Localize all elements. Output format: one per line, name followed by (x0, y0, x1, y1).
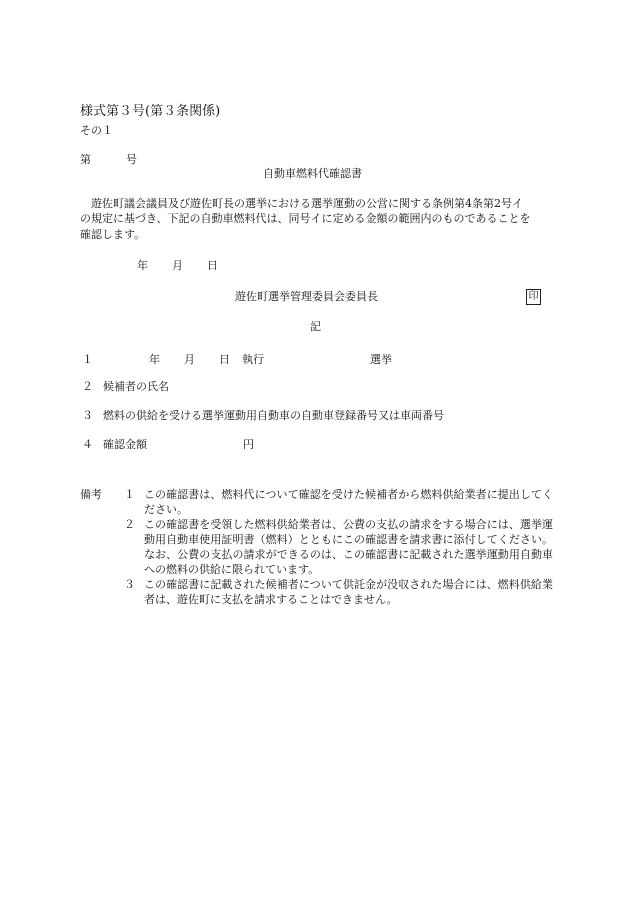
date-month: 月 (172, 259, 183, 272)
intro-line-3: 確認します。 (80, 228, 146, 241)
seal-mark: 印 (526, 289, 541, 305)
note-1 (124, 487, 553, 517)
note-2-text: この確認書を受領した燃料供給業者は、公費の支払の請求をする場合には、選挙運動用自動車使用証明書（燃料）とともにこの確認書を請求書に添付してください。なお、公費の支払の請求ができるのは、この確認書に記載された選挙運動用自動車への燃料の供給に限られています。 (144, 518, 553, 576)
signer-title: 遊佐町選挙管理委員会委員長 (235, 290, 378, 303)
note-2-number: ２ (124, 518, 135, 531)
date-year: 年 (137, 259, 148, 272)
document-title: 自動車燃料代確認書 (263, 167, 362, 180)
intro-line-2: の規定に基づき、下記の自動車燃料代は、同号イに定める金額の範囲内のものであることを (80, 212, 531, 225)
ki-heading: 記 (310, 320, 321, 333)
intro-line-1: 遊佐町議会議員及び遊佐町長の選挙における選挙運動の公営に関する条例第4条第2号イ (91, 197, 523, 210)
item-1-month: 月 (184, 353, 195, 366)
item-3-number: ３ (82, 409, 93, 422)
item-1-number: １ (82, 353, 93, 366)
item-1-year: 年 (149, 353, 160, 366)
item-2-label: 候補者の氏名 (103, 380, 169, 393)
document-number-gou: 号 (126, 153, 137, 166)
item-1-day: 日 (219, 353, 230, 366)
document-number-dai: 第 (80, 153, 91, 166)
date-day: 日 (207, 259, 218, 272)
note-3-text: この確認書に記載された候補者について供託金が没収された場合には、燃料供給業者は、遊佐町に支払を請求することはできません。 (144, 578, 553, 606)
notes-heading: 備考 (80, 488, 102, 501)
note-3-number: ３ (124, 578, 135, 591)
item-4-number: ４ (82, 438, 93, 451)
item-1-execution: 執行 (242, 353, 264, 366)
item-4-label: 確認金額 (103, 438, 147, 451)
form-sub-number: その１ (80, 124, 113, 137)
form-number: 様式第３号(第３条関係) (80, 104, 221, 119)
item-4-yen: 円 (243, 438, 254, 451)
item-1-election: 選挙 (370, 353, 392, 366)
note-1-text: この確認書は、燃料代について確認を受けた候補者から燃料供給業者に提出してください。 (144, 488, 553, 516)
note-2 (124, 517, 553, 577)
item-3-label: 燃料の供給を受ける選挙運動用自動車の自動車登録番号又は車両番号 (103, 409, 444, 422)
item-2-number: ２ (82, 380, 93, 393)
note-3 (124, 577, 553, 607)
note-1-number: １ (124, 488, 135, 501)
